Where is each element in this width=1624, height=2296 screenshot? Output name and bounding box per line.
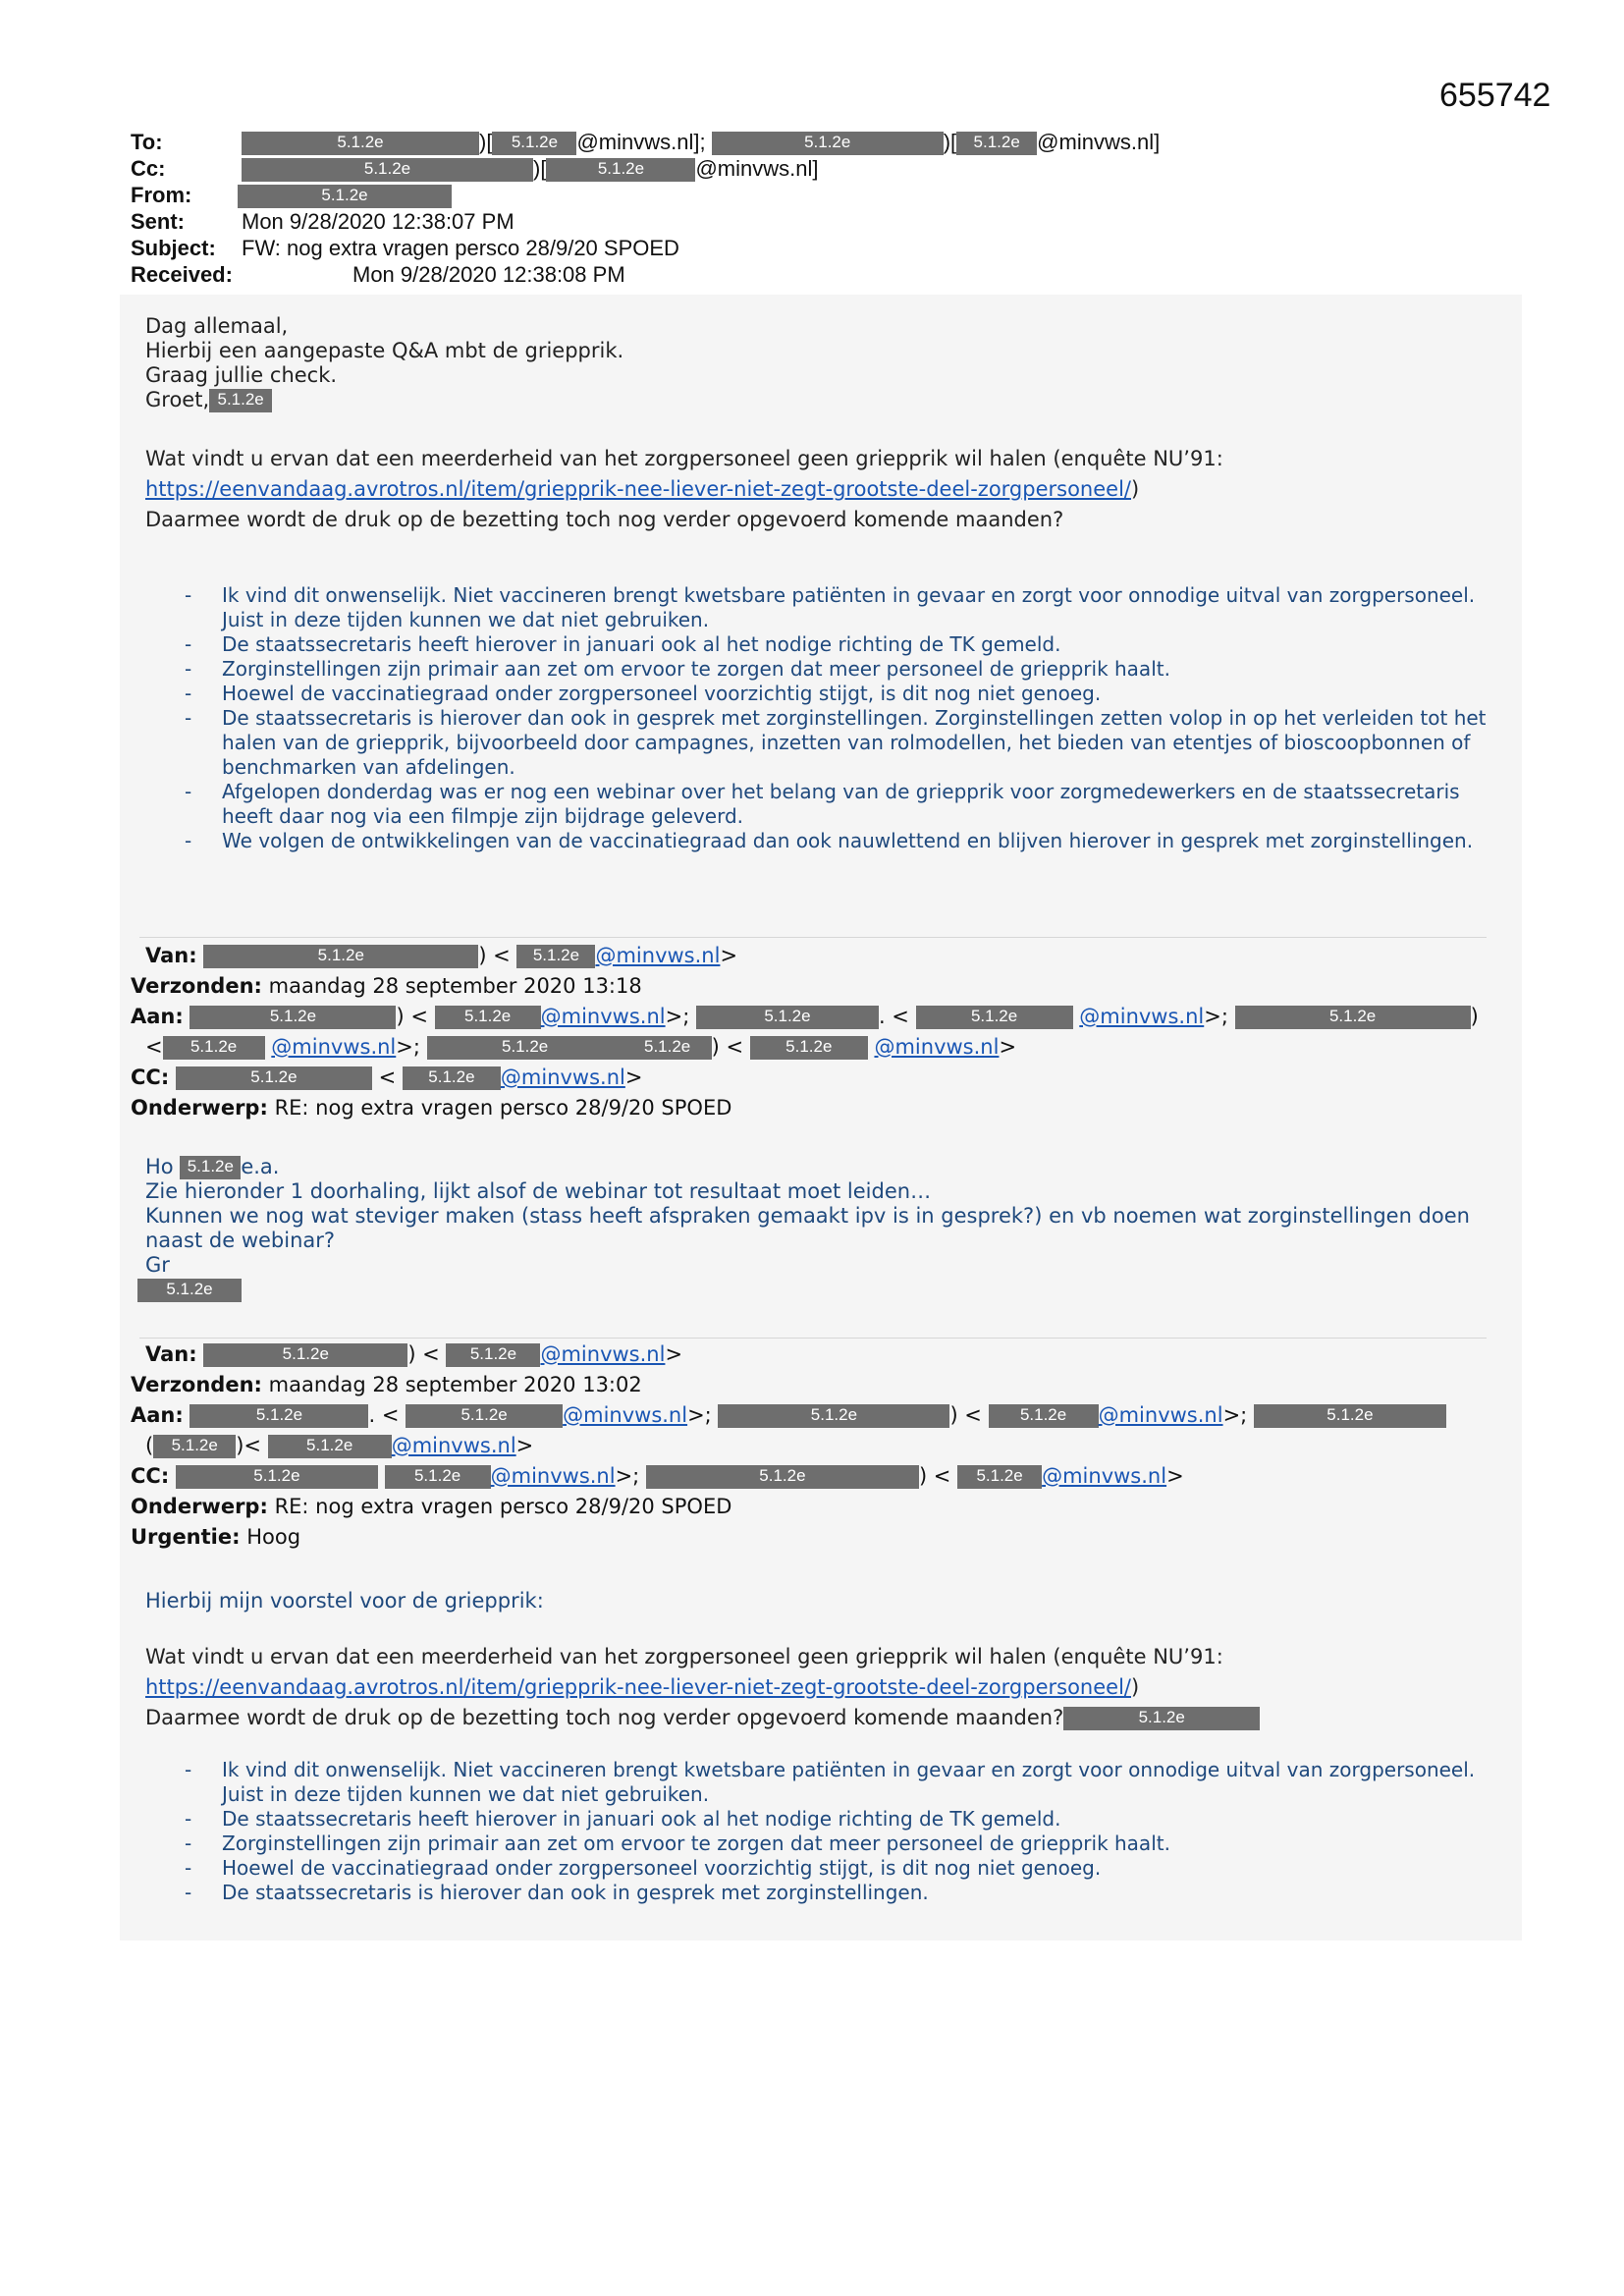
- redaction-box: 5.1.2e: [203, 945, 478, 968]
- question-text: Wat vindt u ervan dat een meerderheid van het zorgpersoneel geen griepprik wil halen (enquête NU’91:: [145, 1645, 1223, 1668]
- punct: )[: [943, 130, 957, 154]
- greeting: Dag allemaal,: [145, 314, 289, 338]
- cc-label: CC:: [131, 1066, 170, 1089]
- onderwerp-label: Onderwerp:: [131, 1096, 268, 1120]
- email-link[interactable]: @minvws.nl: [563, 1403, 688, 1427]
- onderwerp-label: Onderwerp:: [131, 1495, 268, 1518]
- answer-item: - Ik vind dit onwenselijk. Niet vaccineren brengt kwetsbare patiënten in gevaar en zorgt voor onnodige uitval van zorgpersoneel. Juist in deze tijden kunnen we dat niet gebruiken.: [185, 583, 1500, 632]
- punct: )[: [533, 156, 547, 181]
- message-2-header: [131, 941, 1479, 1123]
- paren: ): [1131, 477, 1140, 501]
- punct: <: [145, 1035, 163, 1059]
- message-2-body: [145, 1155, 1510, 1278]
- redaction-box: 5.1.2e: [242, 158, 533, 182]
- to-recipients: [242, 130, 1160, 155]
- answer-list-2: [185, 1758, 1500, 1905]
- answer-item: - Zorginstellingen zijn primair aan zet om ervoor te zorgen dat meer personeel de griepprik haalt.: [185, 1831, 1500, 1856]
- onderwerp-value: RE: nog extra vragen persco 28/9/20 SPOED: [274, 1096, 732, 1120]
- punct: >;: [1204, 1005, 1228, 1028]
- redaction-box: 5.1.2e: [712, 132, 944, 155]
- punct: ) <: [407, 1342, 440, 1366]
- email-link[interactable]: @minvws.nl: [1079, 1005, 1205, 1028]
- answer-item: - Hoewel de vaccinatiegraad onder zorgpersoneel voorzichtig stijgt, is dit nog niet genoeg.: [185, 1856, 1500, 1881]
- punct: >: [1166, 1464, 1184, 1488]
- redaction-box: 5.1.2e: [153, 1435, 236, 1458]
- body-line: Zie hieronder 1 doorhaling, lijkt alsof de webinar tot resultaat moet leiden…: [145, 1179, 932, 1203]
- question-block-2: [145, 1642, 1520, 1733]
- redaction-box: 5.1.2e: [203, 1343, 407, 1367]
- aan-row: [131, 1002, 1479, 1032]
- redaction-box: 5.1.2e: [750, 1036, 868, 1060]
- answer-item: - Ik vind dit onwenselijk. Niet vaccineren brengt kwetsbare patiënten in gevaar en zorgt voor onnodige uitval van zorgpersoneel. Juist in deze tijden kunnen we dat niet gebruiken.: [185, 1758, 1500, 1807]
- redaction-box: 5.1.2e: [516, 945, 595, 968]
- answer-item: - De staatssecretaris is hierover dan ook in gesprek met zorginstellingen.: [185, 1881, 1500, 1905]
- urgentie-value: Hoog: [246, 1525, 301, 1549]
- cc-domain: @minvws.nl]: [695, 156, 819, 181]
- sent-value: Mon 9/28/2020 12:38:07 PM: [242, 209, 514, 234]
- answer-item: - De staatssecretaris heeft hierover in januari ook al het nodige richting de TK gemeld.: [185, 1807, 1500, 1831]
- redaction-box: 5.1.2e: [718, 1404, 949, 1428]
- redaction-box: 5.1.2e: [546, 158, 695, 182]
- redaction-box: 5.1.2e: [268, 1435, 392, 1458]
- verzonden-label: Verzonden:: [131, 1373, 262, 1396]
- body-line: Kunnen we nog wat steviger maken (stass heeft afspraken gemaakt ipv is in gesprek?) en vb noemen wat zorginstellingen doen naast de webinar?: [145, 1204, 1470, 1252]
- punct: >: [624, 1066, 643, 1089]
- punct: ) <: [711, 1035, 744, 1059]
- email-link[interactable]: @minvws.nl: [271, 1035, 397, 1059]
- cc-row: [131, 1063, 1479, 1093]
- email-link[interactable]: @minvws.nl: [500, 1066, 625, 1089]
- punct: ) <: [949, 1403, 982, 1427]
- to-domain-2: @minvws.nl]: [1037, 130, 1161, 154]
- paren: ): [1131, 1675, 1140, 1699]
- hi-text-end: e.a.: [241, 1155, 280, 1178]
- cc-label: Cc:: [131, 156, 166, 181]
- redaction-box: 5.1.2e: [623, 1036, 712, 1060]
- punct: >: [720, 944, 738, 967]
- question-url-line: [145, 1672, 1520, 1703]
- divider: [139, 1338, 1487, 1339]
- van-label: Van:: [145, 944, 197, 967]
- redaction-box: 5.1.2e: [242, 132, 479, 155]
- intro-line: Hierbij een aangepaste Q&A mbt de griepprik.: [145, 339, 624, 362]
- email-link[interactable]: @minvws.nl: [874, 1035, 1000, 1059]
- redaction-box: 5.1.2e: [238, 185, 452, 208]
- punct: ) <: [918, 1464, 951, 1488]
- redaction-box: 5.1.2e: [189, 1006, 396, 1029]
- urgentie-label: Urgentie:: [131, 1525, 241, 1549]
- redaction-box: 5.1.2e: [176, 1465, 378, 1489]
- redaction-box: 5.1.2e: [446, 1343, 540, 1367]
- received-label: Received:: [131, 262, 233, 287]
- redaction-box: 5.1.2e: [1235, 1006, 1471, 1029]
- punct: >;: [396, 1035, 420, 1059]
- email-link[interactable]: @minvws.nl: [1042, 1464, 1167, 1488]
- onderwerp-row: [131, 1093, 1479, 1123]
- email-link[interactable]: @minvws.nl: [540, 1342, 666, 1366]
- answer-item: - We volgen de ontwikkelingen van de vaccinatiegraad dan ook nauwlettend en blijven hierover in gesprek met zorginstellingen.: [185, 829, 1500, 853]
- survey-link[interactable]: https://eenvandaag.avrotros.nl/item/griepprik-nee-liever-niet-zegt-grootste-deel-zorgpersoneel/: [145, 1675, 1131, 1699]
- verzonden-label: Verzonden:: [131, 974, 262, 998]
- aan-row-cont: [131, 1431, 1446, 1461]
- from-value: [238, 183, 452, 208]
- redaction-box: 5.1.2e: [209, 389, 272, 412]
- question-followup: [145, 1703, 1520, 1733]
- verzonden-row: [131, 1370, 1446, 1400]
- punct: >;: [615, 1464, 640, 1488]
- redaction-box: 5.1.2e: [646, 1465, 919, 1489]
- redaction-box: 5.1.2e: [916, 1006, 1073, 1029]
- question-followup: Daarmee wordt de druk op de bezetting toch nog verder opgevoerd komende maanden?: [145, 508, 1064, 531]
- aan-label: Aan:: [131, 1403, 184, 1427]
- message-3-header: [131, 1339, 1446, 1553]
- check-line: Graag jullie check.: [145, 363, 338, 387]
- verzonden-value: maandag 28 september 2020 13:18: [268, 974, 642, 998]
- van-row: [131, 941, 1479, 971]
- redaction-box: 5.1.2e: [492, 132, 576, 155]
- question-url-line: [145, 474, 1520, 505]
- redaction-box: 5.1.2e: [957, 1465, 1042, 1489]
- to-domain-1: @minvws.nl];: [576, 130, 706, 154]
- redaction-box: 5.1.2e: [989, 1404, 1099, 1428]
- signoff-text: Groet,: [145, 388, 210, 411]
- email-link[interactable]: @minvws.nl: [391, 1434, 516, 1457]
- van-label: Van:: [145, 1342, 197, 1366]
- hi-text: Ho: [145, 1155, 174, 1178]
- aan-row: [131, 1400, 1446, 1431]
- subject-value: FW: nog extra vragen persco 28/9/20 SPOED: [242, 236, 679, 260]
- email-link[interactable]: @minvws.nl: [540, 1005, 666, 1028]
- answer-item: - De staatssecretaris is hierover dan ook in gesprek met zorginstellingen. Zorginstellingen zetten volop in op het verleiden tot het halen van de griepprik, bijvoorbeeld door campagnes, inzetten van rolmodellen, het bieden van etentjes of bioscoopbonnen of benchmarken van afdelingen.: [185, 706, 1500, 780]
- answer-item: - Zorginstellingen zijn primair aan zet om ervoor te zorgen dat meer personeel de griepprik haalt.: [185, 657, 1500, 682]
- cc-recipients: [242, 156, 818, 182]
- message-3-intro: Hierbij mijn voorstel voor de griepprik:: [145, 1589, 544, 1613]
- redaction-box: 5.1.2e: [427, 1036, 623, 1060]
- verzonden-value: maandag 28 september 2020 13:02: [268, 1373, 642, 1396]
- redaction-box: 5.1.2e: [406, 1404, 563, 1428]
- email-link[interactable]: @minvws.nl: [490, 1464, 616, 1488]
- urgentie-row: [131, 1522, 1446, 1553]
- punct: >: [665, 1342, 683, 1366]
- punct: . <: [368, 1403, 400, 1427]
- punct: >;: [687, 1403, 712, 1427]
- redaction-box: 5.1.2e: [189, 1404, 368, 1428]
- punct: ) <: [396, 1005, 428, 1028]
- punct: >;: [665, 1005, 690, 1028]
- aan-label: Aan:: [131, 1005, 184, 1028]
- van-row: [131, 1339, 1446, 1370]
- redaction-box: 5.1.2e: [385, 1465, 491, 1489]
- redaction-box: 5.1.2e: [163, 1036, 265, 1060]
- redaction-box: 5.1.2e: [435, 1006, 541, 1029]
- answer-item: - Hoewel de vaccinatiegraad onder zorgpersoneel voorzichtig stijgt, is dit nog niet genoeg.: [185, 682, 1500, 706]
- redaction-box: 5.1.2e: [403, 1066, 501, 1090]
- message-1-body: [145, 314, 1500, 412]
- punct: <: [378, 1066, 397, 1089]
- hi-line: [145, 1155, 1510, 1179]
- cc-row: [131, 1461, 1446, 1492]
- redaction-box: 5.1.2e: [696, 1006, 879, 1029]
- question-text: Wat vindt u ervan dat een meerderheid van het zorgpersoneel geen griepprik wil halen (enquête NU’91:: [145, 447, 1223, 470]
- from-label: From:: [131, 183, 192, 207]
- punct: (: [145, 1434, 154, 1457]
- document-number: 655742: [1439, 77, 1551, 114]
- to-label: To:: [131, 130, 163, 154]
- question-block-1: [145, 444, 1520, 535]
- punct: )<: [236, 1434, 261, 1457]
- punct: >: [999, 1035, 1017, 1059]
- survey-link[interactable]: https://eenvandaag.avrotros.nl/item/griepprik-nee-liever-niet-zegt-grootste-deel-zorgpersoneel/: [145, 477, 1131, 501]
- redaction-box: 5.1.2e: [1063, 1707, 1260, 1730]
- redaction-box: 5.1.2e: [956, 132, 1037, 155]
- aan-row-cont: [131, 1032, 1479, 1063]
- punct: . <: [878, 1005, 909, 1028]
- redaction-box: 5.1.2e: [180, 1156, 241, 1179]
- verzonden-row: [131, 971, 1479, 1002]
- email-link[interactable]: @minvws.nl: [1098, 1403, 1223, 1427]
- punct: >;: [1222, 1403, 1248, 1427]
- punct: ): [1470, 1005, 1479, 1028]
- body-sign: Gr: [145, 1253, 170, 1277]
- onderwerp-value: RE: nog extra vragen persco 28/9/20 SPOED: [274, 1495, 732, 1518]
- divider: [139, 937, 1487, 938]
- redaction-box: 5.1.2e: [137, 1279, 242, 1302]
- answer-list-1: [185, 583, 1500, 853]
- answer-item: - De staatssecretaris heeft hierover in januari ook al het nodige richting de TK gemeld.: [185, 632, 1500, 657]
- signature-redaction: [137, 1279, 242, 1302]
- sent-label: Sent:: [131, 209, 185, 234]
- subject-label: Subject:: [131, 236, 216, 260]
- punct: ) <: [478, 944, 511, 967]
- redaction-box: 5.1.2e: [176, 1066, 372, 1090]
- punct: )[: [479, 130, 493, 154]
- question-followup-text: Daarmee wordt de druk op de bezetting toch nog verder opgevoerd komende maanden?: [145, 1706, 1064, 1729]
- redaction-box: 5.1.2e: [1254, 1404, 1446, 1428]
- onderwerp-row: [131, 1492, 1446, 1522]
- cc-label: CC:: [131, 1464, 170, 1488]
- received-value: Mon 9/28/2020 12:38:08 PM: [352, 262, 625, 287]
- signoff: [145, 388, 1500, 412]
- punct: >: [515, 1434, 534, 1457]
- email-link[interactable]: @minvws.nl: [595, 944, 721, 967]
- answer-item: - Afgelopen donderdag was er nog een webinar over het belang van de griepprik voor zorgmedewerkers en de staatssecretaris heeft daar nog via een filmpje zijn bijdrage geleverd.: [185, 780, 1500, 829]
